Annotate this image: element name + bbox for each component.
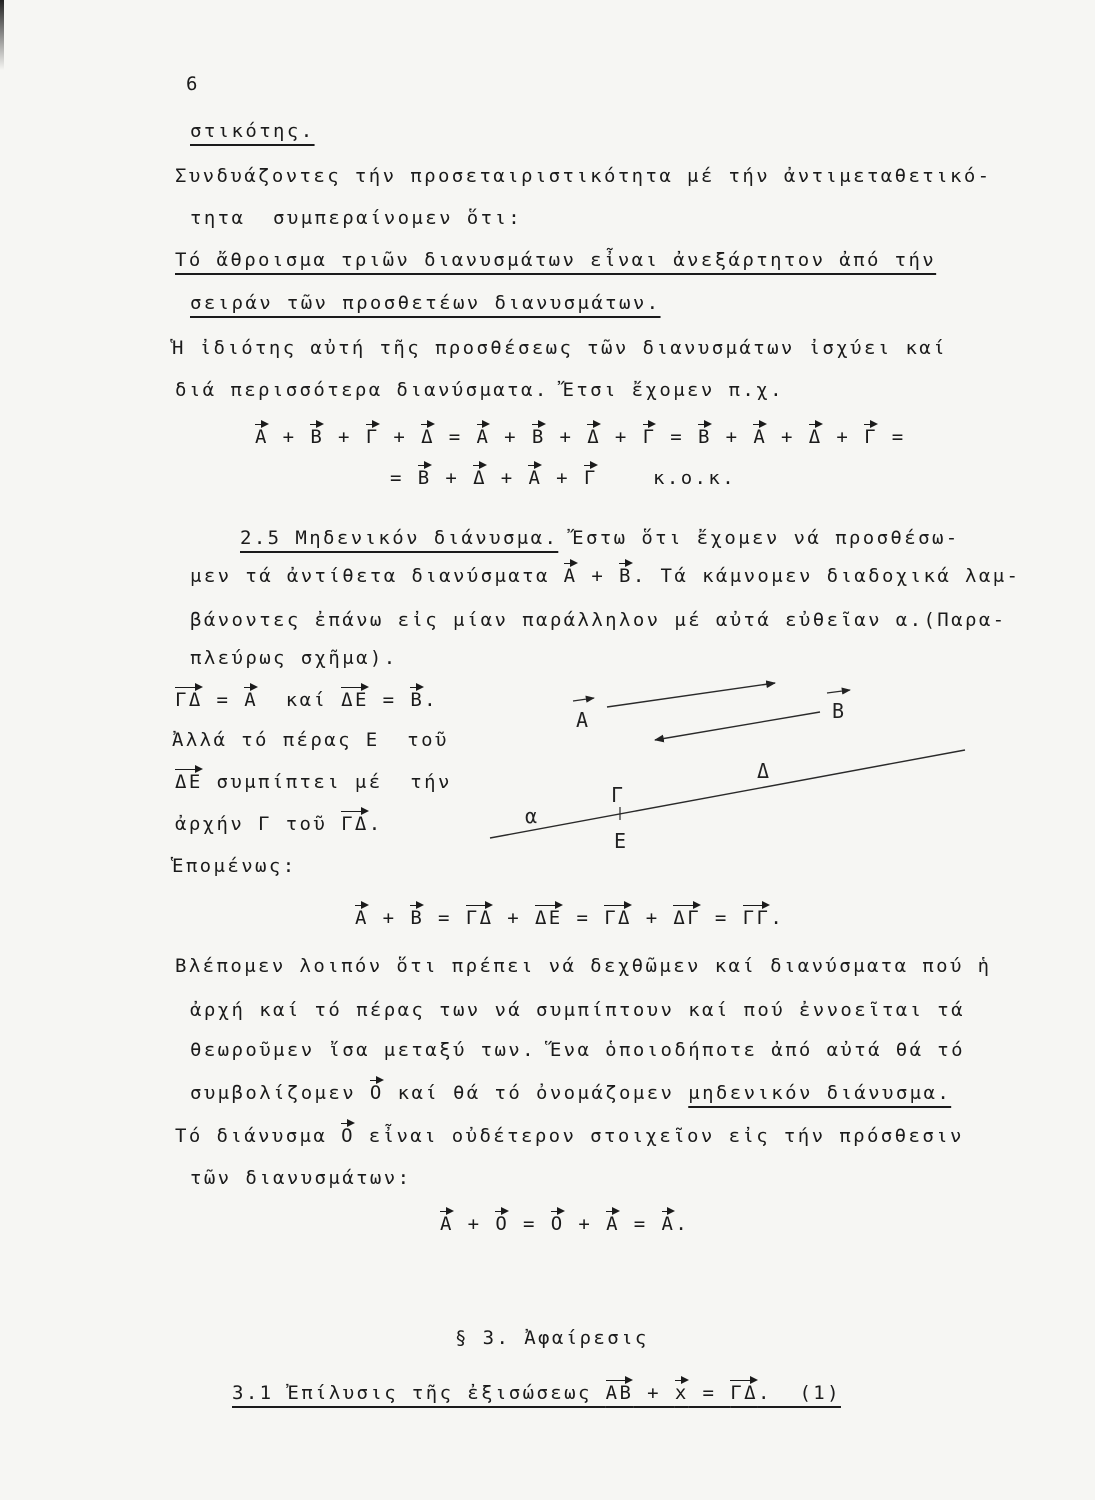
text-run: + [577,565,620,587]
vector-symbol: Δ [473,467,487,489]
underlined-text: σειράν τῶν προσθετέων διανυσμάτων. [190,292,661,314]
vector-symbol: Α [355,907,369,929]
underlined-text: + [633,1382,675,1404]
underlined-text: = [688,1382,731,1404]
text-run: Τό διάνυσμα [175,1125,342,1147]
vector-symbol: x [674,1382,689,1404]
text-run: = [701,907,743,929]
text-line [175,378,784,402]
vector-symbol: Β [698,426,712,448]
text-line [175,954,992,978]
text-run: τητα συμπεραίνομεν ὅτι: [190,207,523,229]
text-run: καί θά τό ὀνομάζομεν [383,1082,689,1104]
text-run: + [486,467,529,489]
text-line [190,998,965,1022]
text-run: εἶναι οὐδέτερον στοιχεῖον εἰς τήν πρόσθεσιν [354,1125,964,1147]
text-run: τῶν διανυσμάτων: [190,1167,412,1189]
text-run: + [767,426,809,448]
subsection-heading [232,1381,841,1405]
vector-symbol: Α [753,426,768,448]
text-line [175,248,936,272]
text-run: Ἔστω ὅτι ἔχομεν νά προσθέσω- [558,527,960,549]
underlined-text: 3.1 Ἐπίλυσις τῆς ἐξισώσεως [232,1382,606,1404]
text-run: = [390,467,418,489]
text-line [175,770,452,794]
text-line [190,291,661,315]
vector-symbol: Α [661,1213,676,1235]
text-run: ἀρχή καί τό πέρας των νά συμπίπτουν καί πού ἐννοεῖται τά [190,999,965,1021]
text-line [172,336,947,360]
underlined-text: . (1) [757,1382,841,1404]
vector-symbol: ΔΓ [673,907,702,929]
text-run: + [631,907,674,929]
text-run: βάνοντες ἐπάνω εἰς μίαν παράλληλον μέ αὐτά εὐθεῖαν α.(Παρα- [190,609,1007,631]
vector-symbol: ΔΕ [175,771,203,793]
vector-b-label-arrow [827,690,850,693]
line-alpha [490,750,965,838]
point-delta-label: Δ [757,759,770,783]
section-heading-line [240,526,960,550]
vector-symbol: Ο [341,1125,355,1147]
vector-symbol: Α [528,467,543,489]
text-run: + [431,467,474,489]
text-line [190,564,1020,588]
text-run: + [268,426,311,448]
vector-b-segment [655,712,820,740]
vector-symbol: ΓΔ [465,907,494,929]
text-run: Βλέπομεν λοιπόν ὅτι πρέπει νά δεχθῶμεν καί διανύσματα πού ἡ [175,955,992,977]
equation-line [255,425,906,449]
text-run: καί [258,689,342,711]
vector-symbol: Α [606,1213,620,1235]
vector-a-segment [607,683,775,707]
vector-symbol: ΔΕ [534,907,563,929]
text-run: § 3. Ἀφαίρεσις [455,1327,649,1349]
vector-symbol: Δ [808,426,823,448]
vector-symbol: ΑΒ [605,1382,634,1404]
underlined-text: στικότης. [190,120,315,142]
vector-symbol: ΓΔ [730,1382,758,1404]
vector-diagram [470,660,980,860]
text-run: + [822,426,865,448]
underlined-text: Τό ἄθροισμα τριῶν διανυσμάτων εἶναι ἀνεξάρτητον ἀπό τήν [175,249,937,271]
text-run: . [424,689,439,711]
vector-symbol: Γ [583,467,598,489]
vector-symbol: Α [563,565,578,587]
vector-a-label: Α [576,708,589,732]
text-run: συμβολίζομεν [190,1082,370,1104]
text-line [172,728,449,752]
text-line [190,206,522,230]
text-line [190,1038,965,1062]
text-run: + [324,426,366,448]
text-run: Ἑπομένως: [172,855,297,877]
text-run: διά περισσότερα διανύσματα. Ἔτσι ἔχομεν π.χ. [175,379,784,401]
text-run: + [545,426,588,448]
text-line [172,854,297,878]
page-number: 6 [186,73,198,95]
text-run: . [368,813,383,835]
text-run: = [424,907,466,929]
vector-symbol: ΔΕ [341,689,369,711]
vector-symbol: Ο [369,1082,384,1104]
text-run: + [711,426,754,448]
text-run: + [453,1213,496,1235]
text-run: θεωροῦμεν ἴσα μεταξύ των. Ἕνα ὁποιοδήποτε ἀπό αὐτά θά τό [190,1039,965,1061]
vector-symbol: Α [476,426,491,448]
vector-symbol: Β [417,467,432,489]
text-line [175,164,992,188]
vector-symbol: Α [440,1213,454,1235]
vector-symbol: Β [619,565,633,587]
text-run: κ.ο.κ. [597,467,737,489]
underlined-text: 2.5 Μηδενικόν διάνυσμα. [240,527,559,549]
text-line [190,608,1007,632]
text-line [190,1081,951,1105]
text-line [175,688,438,712]
text-line [190,1166,411,1190]
vector-symbol: Γ [864,426,878,448]
vector-symbol: ΓΔ [175,689,203,711]
vector-symbol: Δ [587,426,602,448]
vector-symbol: Β [531,426,546,448]
text-run: = [509,1213,551,1235]
point-gamma-label: Γ [611,783,624,807]
text-run: μεν τά ἀντίθετα διανύσματα [190,565,564,587]
text-run: = [562,907,605,929]
vector-symbol: Β [310,426,325,448]
text-run: = [877,426,906,448]
text-run: + [564,1213,607,1235]
text-run: + [601,426,643,448]
text-run: = [434,426,477,448]
vector-symbol: ΓΔ [604,907,632,929]
text-run: + [490,426,532,448]
text-run: ἀρχήν Γ τοῦ [175,813,342,835]
vector-symbol: Β [410,907,425,929]
vector-symbol: Ο [495,1213,510,1235]
scan-edge [0,0,4,70]
vector-symbol: Α [244,689,259,711]
text-run: = [656,426,698,448]
vector-symbol: Α [255,426,269,448]
text-run: . [770,907,785,929]
line-alpha-label: α [525,804,538,828]
text-run: = [619,1213,662,1235]
text-run: . [675,1213,690,1235]
equation-line [390,466,736,490]
point-epsilon-label: Ε [614,829,627,853]
text-run: = [368,689,411,711]
text-line [190,119,315,143]
text-run: συμπίπτει μέ τήν [202,771,452,793]
vector-symbol: ΓΓ [742,907,771,929]
text-line [190,646,398,670]
text-run: Ἀλλά τό πέρας Ε τοῦ [172,729,449,751]
text-line [175,812,383,836]
text-run: + [368,907,411,929]
text-run: πλεύρως σχῆμα). [190,647,398,669]
underlined-text: μηδενικόν διάνυσμα. [688,1082,952,1104]
text-run: + [542,467,584,489]
vector-symbol: Β [410,689,425,711]
vector-b-label: Β [832,699,845,723]
vector-symbol: Δ [421,426,435,448]
vector-a-label-arrow [573,698,594,701]
equation-line [440,1212,689,1236]
text-run: + [493,907,535,929]
text-run: Συνδυάζοντες τήν προσεταιριστικότητα μέ τήν ἀντιμεταθετικό- [175,165,992,187]
vector-symbol: Ο [550,1213,565,1235]
text-run: = [202,689,245,711]
vector-symbol: Γ [642,426,657,448]
section-title [455,1326,649,1350]
text-line [175,1124,964,1148]
text-run: + [379,426,422,448]
text-run: Ἡ ἰδιότης αὐτή τῆς προσθέσεως τῶν διανυσμάτων ἰσχύει καί [172,337,947,359]
vector-symbol: Γ [365,426,380,448]
text-run: . Τά κάμνομεν διαδοχικά λαμ- [632,565,1021,587]
vector-symbol: ΓΔ [341,813,369,835]
equation-line [355,906,784,930]
